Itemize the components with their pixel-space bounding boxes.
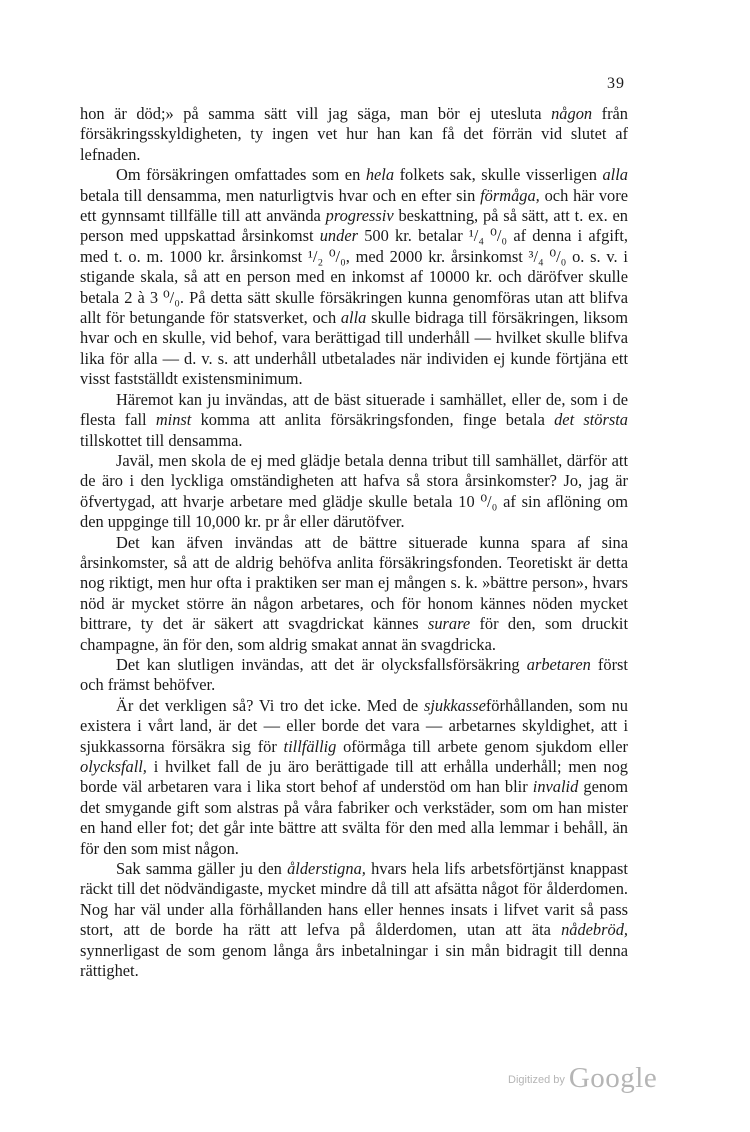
page-number: 39 [607,75,625,92]
emphasis-text: surare [427,614,471,634]
emphasis-text: det största [554,410,629,430]
text-run: hvars hela lifs arbetsförtjänst knappast räckt till det nödvändigaste, mycket mindre då till att afsätta något för ålderdomen. Nog har väl under alla förhållanden hans eller hennes insats i lifvet varit så pass stort, att de borde ha rätt att lefva på ålderdomen, utan att äta [80,859,628,940]
emphasis-text: alla [602,165,628,185]
text-run: Är det verkligen så? Vi tro det icke. Med de [116,695,424,715]
watermark-prefix: Digitized by [508,1074,565,1086]
text-run: synnerligast de som genom långa års inbetalningar i sin mån bidragit till denna rättighet. [80,940,628,981]
text-run: oförmåga till arbete genom sjukdom eller [336,736,629,756]
text-run: hon är död;» på samma sätt vill jag säga, man bör ej utesluta [80,104,552,123]
text-run: Om försäkringen omfattades som en [116,165,366,185]
text-run: beskattning, på så sätt, att t. ex. en person med uppskattad årsinkomst [80,206,628,246]
emphasis-text: tillfällig [283,736,337,756]
emphasis-text: förmåga, [480,185,540,205]
text-run: 500 kr. betalar ¹/₄ ⁰/₀ af denna i afgift, med t. o. m. 1000 kr. årsinkomst ¹/₂ ⁰/₀, med 2000 kr. årsinkomst ³/₄ ⁰/₀ o. s. v. i stigande skala, så att en person med en inkomst af 10000 kr. och däröfver skulle betala 2 à 3 ⁰/₀. På detta sätt skulle försäkringen kunna genomföras utan att blifva allt för betungande för statsverket, och [80,226,628,328]
text-run: skulle bidraga till försäkringen, liksom hvar och en skulle, vid behof, vara berättigad till underhåll — hvilket skulle blifva lika för alla — d. v. s. att underhåll utbetalades när individen ej kunde förtjäna ett visst fastställdt existensminimum. [80,308,629,389]
paragraph [80,390,628,451]
paragraph [80,533,628,655]
emphasis-text: progressiv [325,206,394,226]
text-run: i hvilket fall de ju äro berättigade till att erhålla underhåll; men nog borde väl arbetaren vara i lika stort behof af understöd om han blir [80,757,628,797]
text-run: Sak samma gäller ju den [116,859,288,879]
body-text [80,104,628,981]
emphasis-text: någon [551,104,593,123]
paragraph [80,655,628,696]
emphasis-text: sjukkasse [423,695,486,715]
paragraph [80,696,628,859]
google-logo: Google [568,1062,658,1094]
text-run: komma att anlita försäkringsfonden, finge betala [191,410,555,430]
text-run: genom det smygande gift som alstras på våra fabriker och verkstäder, som om han mister en hand eller fot; det går inte bättre att svälta för den med alla lemmar i behåll, än för den som mist någon. [80,777,628,858]
emphasis-text: nådebröd, [561,920,628,940]
emphasis-text: olycksfall, [80,757,147,776]
text-run: för den, som druckit champagne, än för den, som aldrig smakat annat än svagdricka. [80,614,628,654]
emphasis-text: ålderstigna, [287,859,366,879]
text-run: Häremot kan ju invändas, att de bäst situerade i samhället, eller de, som i de flesta fall [80,389,628,430]
text-run: förhållanden, som nu existera i vårt land, är det — eller borde det vara — arbetarnes skyldighet, att i sjukkassorna försäkra sig för [80,695,628,756]
emphasis-text: invalid [532,777,579,797]
emphasis-text: arbetaren [526,654,591,674]
text-run: folkets sak, skulle visserligen [394,165,603,185]
emphasis-text: under [319,226,358,246]
text-run: tillskottet till densamma. [80,430,243,450]
text-run: först och främst behöfver. [80,654,628,695]
text-run: och här vore ett gynnsamt tillfälle till att använda [80,185,628,226]
emphasis-text: alla [340,308,367,328]
paragraph [80,104,628,165]
text-run: Javäl, men skola de ej med glädje betala denna tribut till samhället, därför att de äro i den lyckliga omständigheten att hafva så stora årsinkomster? Jo, jag är öfvertygad, att hvarje arbetare med glädje skulle betala 10 ⁰/₀ af sin aflöning om den uppginge till 10,000 kr. pr år eller därutöfver. [80,450,628,532]
text-run: från försäkringsskyldigheten, ty ingen vet hur han kan få det förrän vid slutet af lefnaden. [80,104,629,164]
emphasis-text: minst [155,410,192,430]
paragraph [80,165,628,389]
digitized-watermark [508,1062,657,1095]
paragraph [80,451,628,533]
emphasis-text: hela [365,165,395,185]
text-run: Det kan slutligen invändas, att det är olycksfallsförsäkring [116,654,527,674]
paragraph [80,859,628,981]
text-run: Det kan äfven invändas att de bättre situerade kunna spara af sina årsinkomster, så att de aldrig behöfva anlita försäkringsfonden. Teoretiskt är detta nog riktigt, men hur ofta i praktiken ser man ej mången s. k. »bättre person», hvars nöd är mycket större än någon arbetares, och för honom kännes nöden mycket bittrare, ty det är säkert att svagdrickat kännes [80,532,628,634]
text-run: betala till densamma, men naturligtvis hvar och en efter sin [80,185,481,205]
